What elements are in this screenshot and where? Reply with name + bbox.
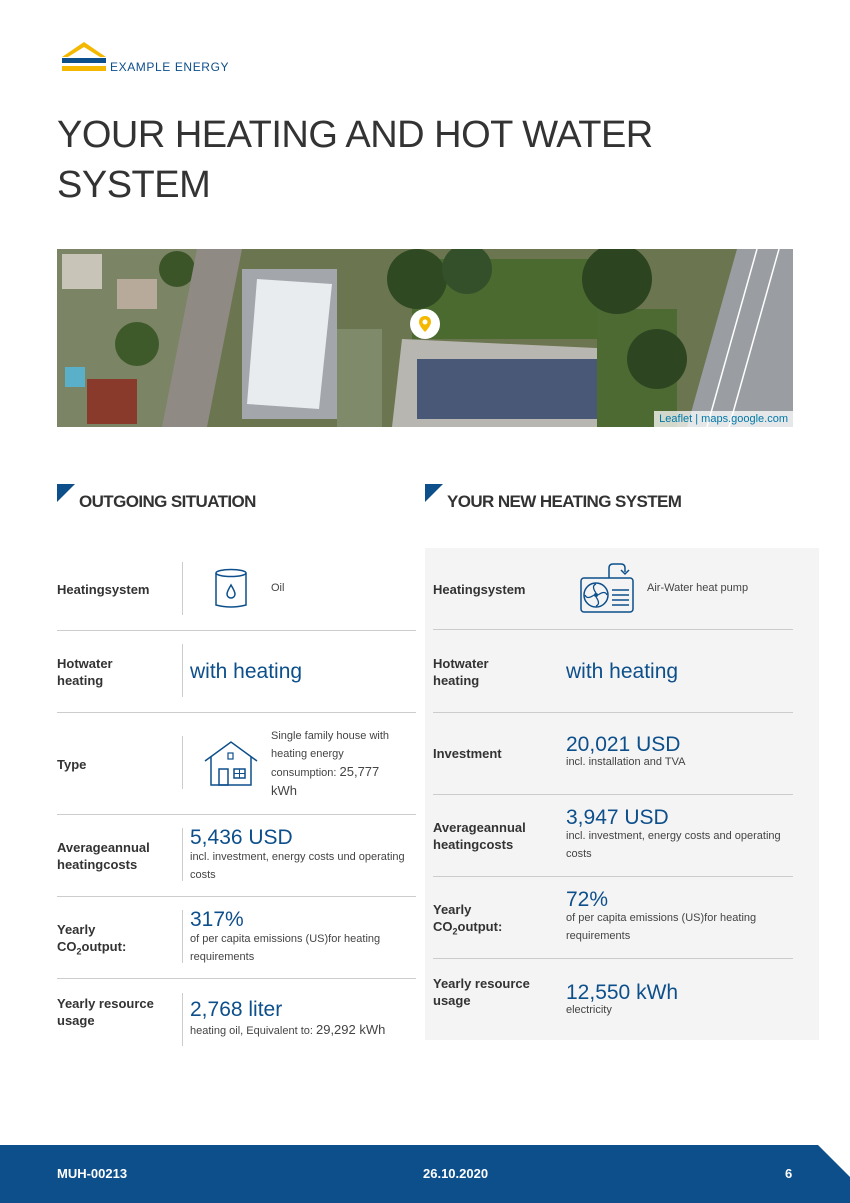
divider (433, 712, 793, 713)
heat-pump-icon (579, 562, 635, 614)
co2-label: Yearly $CO_2output$: (57, 922, 127, 957)
new-hot-water-label: Hotwater heating (433, 656, 489, 688)
resource-label: Yearly resource usage (57, 996, 154, 1028)
logo-bar-yellow (62, 66, 106, 71)
avg-costs-value: 5,436 USD (190, 826, 293, 849)
new-co2-note: of per capita emissions (US)for heating requirements (566, 912, 757, 942)
new-avg-costs-note: incl. investment, energy costs and operating costs (566, 830, 781, 860)
investment-value: 20,021 USD (566, 733, 681, 756)
type-desc-text: Single family house with heating energy consumption: (271, 730, 390, 779)
divider (433, 794, 793, 795)
new-heating-system-label: Heatingsystem (433, 582, 526, 597)
oil-tank-icon (213, 568, 249, 610)
co2-note: of per capita emissions (US)for heating requirements (190, 933, 381, 963)
divider (57, 630, 416, 631)
page-title: YOUR HEATING AND HOT WATER SYSTEM (57, 114, 653, 206)
divider (57, 978, 416, 979)
house-icon (203, 739, 259, 787)
outgoing-title: OUTGOING SITUATION (79, 492, 256, 511)
new-hot-water-value: with heating (566, 660, 679, 683)
divider (182, 644, 183, 697)
investment-label: Investment (433, 746, 502, 761)
leaflet-link[interactable]: Leaflet (659, 413, 693, 425)
new-avg-costs-value: 3,947 USD (566, 806, 669, 829)
new-co2-label: Yearly $CO_2output$: (433, 902, 503, 937)
logo-bar-blue (62, 58, 106, 63)
new-heating-system-value: Air-Water heat pump (647, 582, 749, 594)
footer-page-number: 6 (785, 1166, 793, 1181)
divider (57, 896, 416, 897)
brand-name: EXAMPLE ENERGY (110, 60, 230, 74)
co2-value: 317% (190, 908, 244, 931)
footer-doc-id: MUH-00213 (57, 1166, 128, 1181)
map-attribution (654, 411, 793, 427)
section-flag-icon (425, 484, 443, 502)
resource-value: 2,768 liter (190, 998, 283, 1021)
heating-system-label: Heatingsystem (57, 582, 150, 597)
divider (182, 736, 183, 789)
house-roof-icon (60, 40, 110, 58)
new-resource-value: 12,550 kWh (566, 981, 679, 1004)
type-label: Type (57, 757, 87, 772)
divider (57, 712, 416, 713)
type-consumption: 25,777 kWh (271, 764, 380, 798)
divider (182, 828, 183, 881)
divider (182, 562, 183, 615)
map-source-link[interactable]: maps.google.com (701, 413, 788, 425)
map-pin-icon[interactable] (410, 309, 440, 339)
divider (182, 993, 183, 1046)
new-resource-note: electricity (566, 1004, 612, 1016)
investment-note: incl. installation and TVA (566, 756, 686, 768)
divider (182, 910, 183, 963)
hot-water-label: Hotwater heating (57, 656, 113, 688)
new-resource-label: Yearly resource usage (433, 976, 530, 1008)
new-system-title: YOUR NEW HEATING SYSTEM (447, 492, 682, 511)
section-flag-icon (57, 484, 75, 502)
type-description (271, 727, 401, 801)
divider (433, 629, 793, 630)
resource-note: heating oil, Equivalent to: 29,292 kWh (190, 1022, 386, 1037)
heating-system-value: Oil (271, 582, 285, 594)
divider (433, 876, 793, 877)
brand-logo (60, 40, 260, 76)
attribution-separator: | (692, 413, 702, 425)
avg-costs-note: incl. investment, energy costs und operating costs (190, 851, 405, 881)
divider (433, 958, 793, 959)
hot-water-value: with heating (190, 660, 303, 683)
new-avg-costs-label: Averageannual heatingcosts (433, 820, 526, 852)
avg-costs-label: Averageannual heatingcosts (57, 840, 150, 872)
page-footer (0, 1145, 850, 1203)
footer-date: 26.10.2020 (423, 1166, 489, 1181)
divider (57, 814, 416, 815)
new-co2-value: 72% (566, 888, 609, 911)
